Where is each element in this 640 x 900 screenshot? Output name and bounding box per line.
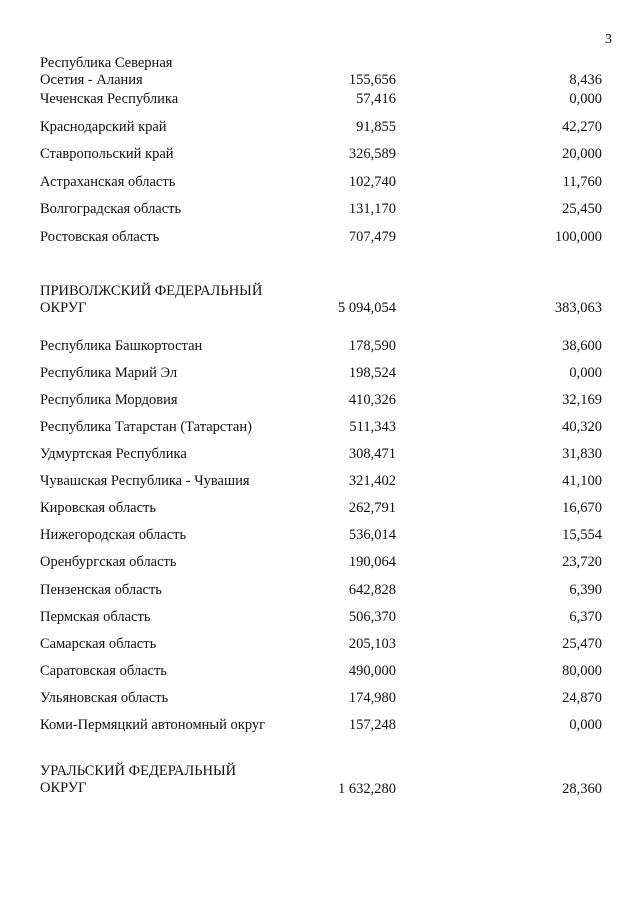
region-name-line2: Осетия - Алания xyxy=(40,72,143,88)
value-column-2: 16,670 xyxy=(562,500,602,516)
table-row xyxy=(0,91,640,111)
value-column-1: 326,589 xyxy=(348,146,396,162)
region-name-line1: Республика Северная xyxy=(40,55,173,71)
value-column-2: 0,000 xyxy=(569,91,602,107)
district-name xyxy=(40,283,262,317)
district-row xyxy=(0,283,640,316)
value-column-2: 38,600 xyxy=(562,338,602,354)
value-column-2: 11,760 xyxy=(562,174,602,190)
region-name: Пензенская область xyxy=(40,582,162,598)
region-name: Республика Татарстан (Татарстан) xyxy=(40,419,252,435)
value-column-1: 57,416 xyxy=(356,91,396,107)
value-column-1: 174,980 xyxy=(348,690,396,706)
table-row xyxy=(0,392,640,412)
value-column-1: 321,402 xyxy=(348,473,396,489)
value-column-2: 24,870 xyxy=(562,690,602,706)
region-name: Коми-Пермяцкий автономный округ xyxy=(40,717,266,733)
value-column-2: 0,000 xyxy=(569,365,602,381)
value-column-2: 20,000 xyxy=(562,146,602,162)
table-row xyxy=(0,690,640,710)
value-column-1: 131,170 xyxy=(348,201,396,217)
value-column-2: 23,720 xyxy=(562,554,602,570)
region-name: Самарская область xyxy=(40,636,157,652)
value-column-1: 506,370 xyxy=(348,609,396,625)
region-name: Чувашская Республика - Чувашия xyxy=(40,473,250,489)
district-name-line1: ПРИВОЛЖСКИЙ ФЕДЕРАЛЬНЫЙ xyxy=(40,283,263,299)
region-name: Нижегородская область xyxy=(40,527,187,543)
value-column-2: 383,063 xyxy=(554,300,602,316)
value-column-1: 198,524 xyxy=(348,365,396,381)
value-column-1: 262,791 xyxy=(348,500,396,516)
value-column-1: 511,343 xyxy=(349,419,396,435)
region-name: Чеченская Республика xyxy=(40,91,179,107)
value-column-2: 6,370 xyxy=(569,609,602,625)
table-row xyxy=(0,55,640,88)
value-column-1: 642,828 xyxy=(348,582,396,598)
value-column-1: 1 632,280 xyxy=(338,781,396,797)
value-column-1: 157,248 xyxy=(348,717,396,733)
region-name: Краснодарский край xyxy=(40,119,167,135)
page-number: 3 xyxy=(605,32,612,47)
table-row xyxy=(0,582,640,602)
value-column-1: 102,740 xyxy=(348,174,396,190)
region-name: Ростовская область xyxy=(40,229,160,245)
region-name: Саратовская область xyxy=(40,663,167,679)
region-name xyxy=(40,55,172,89)
table-row xyxy=(0,473,640,493)
value-column-2: 40,320 xyxy=(562,419,602,435)
region-name: Ставропольский край xyxy=(40,146,174,162)
value-column-1: 308,471 xyxy=(348,446,396,462)
value-column-2: 100,000 xyxy=(554,229,602,245)
value-column-2: 31,830 xyxy=(562,446,602,462)
district-name-line2: ОКРУГ xyxy=(40,300,87,316)
table-row xyxy=(0,338,640,358)
value-column-2: 8,436 xyxy=(569,72,602,88)
district-row xyxy=(0,763,640,797)
table-row xyxy=(0,146,640,166)
table-row xyxy=(0,119,640,139)
value-column-1: 155,656 xyxy=(348,72,396,88)
table-row xyxy=(0,174,640,194)
value-column-2: 42,270 xyxy=(562,119,602,135)
value-column-2: 15,554 xyxy=(562,527,602,543)
district-name-line2: ОКРУГ xyxy=(40,780,87,796)
table-row xyxy=(0,201,640,221)
table-row xyxy=(0,229,640,249)
table-row xyxy=(0,663,640,683)
table-row xyxy=(0,446,640,466)
table-row xyxy=(0,527,640,547)
table-row xyxy=(0,636,640,656)
value-column-2: 80,000 xyxy=(562,663,602,679)
region-name: Кировская область xyxy=(40,500,157,516)
region-name: Удмуртская Республика xyxy=(40,446,187,462)
table-row xyxy=(0,500,640,520)
value-column-1: 707,479 xyxy=(348,229,396,245)
value-column-1: 536,014 xyxy=(348,527,396,543)
value-column-1: 178,590 xyxy=(348,338,396,354)
region-name: Республика Мордовия xyxy=(40,392,178,408)
table-row xyxy=(0,609,640,629)
region-name: Пермская область xyxy=(40,609,151,625)
value-column-2: 25,450 xyxy=(562,201,602,217)
table-row xyxy=(0,717,640,737)
value-column-1: 490,000 xyxy=(348,663,396,679)
district-name-line1: УРАЛЬСКИЙ ФЕДЕРАЛЬНЫЙ xyxy=(40,763,237,779)
table-row xyxy=(0,554,640,574)
value-column-1: 410,326 xyxy=(348,392,396,408)
value-column-1: 190,064 xyxy=(348,554,396,570)
value-column-2: 0,000 xyxy=(569,717,602,733)
region-name: Астраханская область xyxy=(40,174,176,190)
value-column-2: 6,390 xyxy=(569,582,602,598)
region-name: Волгоградская область xyxy=(40,201,182,217)
value-column-1: 205,103 xyxy=(348,636,396,652)
region-name: Оренбургская область xyxy=(40,554,177,570)
region-name: Республика Башкортостан xyxy=(40,338,203,354)
region-name: Республика Марий Эл xyxy=(40,365,178,381)
region-name: Ульяновская область xyxy=(40,690,169,706)
table-row xyxy=(0,365,640,385)
value-column-2: 32,169 xyxy=(562,392,602,408)
table-row xyxy=(0,419,640,439)
district-name xyxy=(40,763,236,797)
value-column-1: 5 094,054 xyxy=(338,300,396,316)
value-column-2: 28,360 xyxy=(562,781,602,797)
value-column-1: 91,855 xyxy=(356,119,396,135)
value-column-2: 41,100 xyxy=(562,473,602,489)
value-column-2: 25,470 xyxy=(562,636,602,652)
